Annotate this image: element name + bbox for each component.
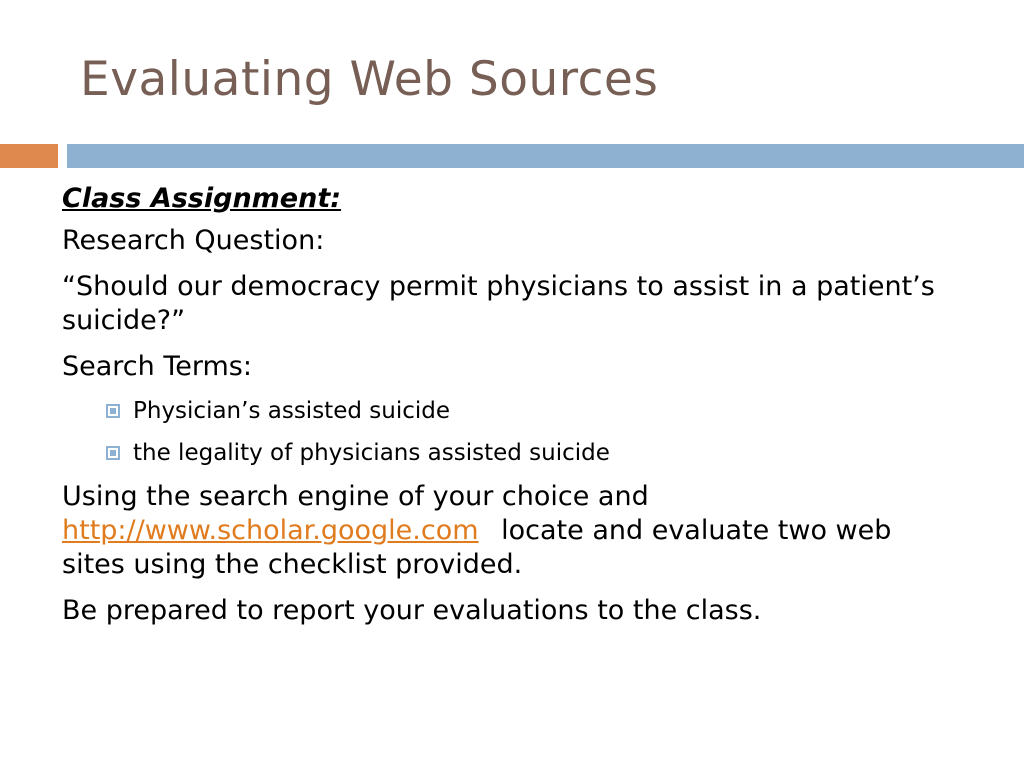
- scholar-link[interactable]: http://www.scholar.google.com: [62, 515, 479, 546]
- search-term-text: Physician’s assisted suicide: [133, 398, 450, 424]
- instruction-paragraph: [62, 480, 962, 582]
- search-terms-list: [62, 396, 962, 468]
- search-term-text: the legality of physicians assisted suicide: [133, 440, 610, 466]
- instruction-prefix: Using the search engine of your choice and: [62, 481, 649, 512]
- assignment-heading: Class Assignment:: [62, 183, 342, 214]
- list-item: [106, 438, 962, 468]
- slide-title: Evaluating Web Sources: [80, 52, 659, 107]
- square-bullet-icon: [106, 404, 120, 418]
- instruction-suffix: locate and evaluate two web sites using the checklist provided.: [62, 515, 892, 580]
- accent-bar-orange: [0, 144, 58, 168]
- search-terms-label: Search Terms:: [62, 351, 252, 382]
- research-question-label: Research Question:: [62, 225, 325, 256]
- closing-text: Be prepared to report your evaluations to the class.: [62, 595, 762, 626]
- accent-bar-blue: [67, 144, 1024, 168]
- square-bullet-icon: [106, 446, 120, 460]
- list-item: [106, 396, 962, 426]
- slide-body: [62, 182, 962, 640]
- research-question: “Should our democracy permit physicians to assist in a patient’s suicide?”: [62, 271, 935, 336]
